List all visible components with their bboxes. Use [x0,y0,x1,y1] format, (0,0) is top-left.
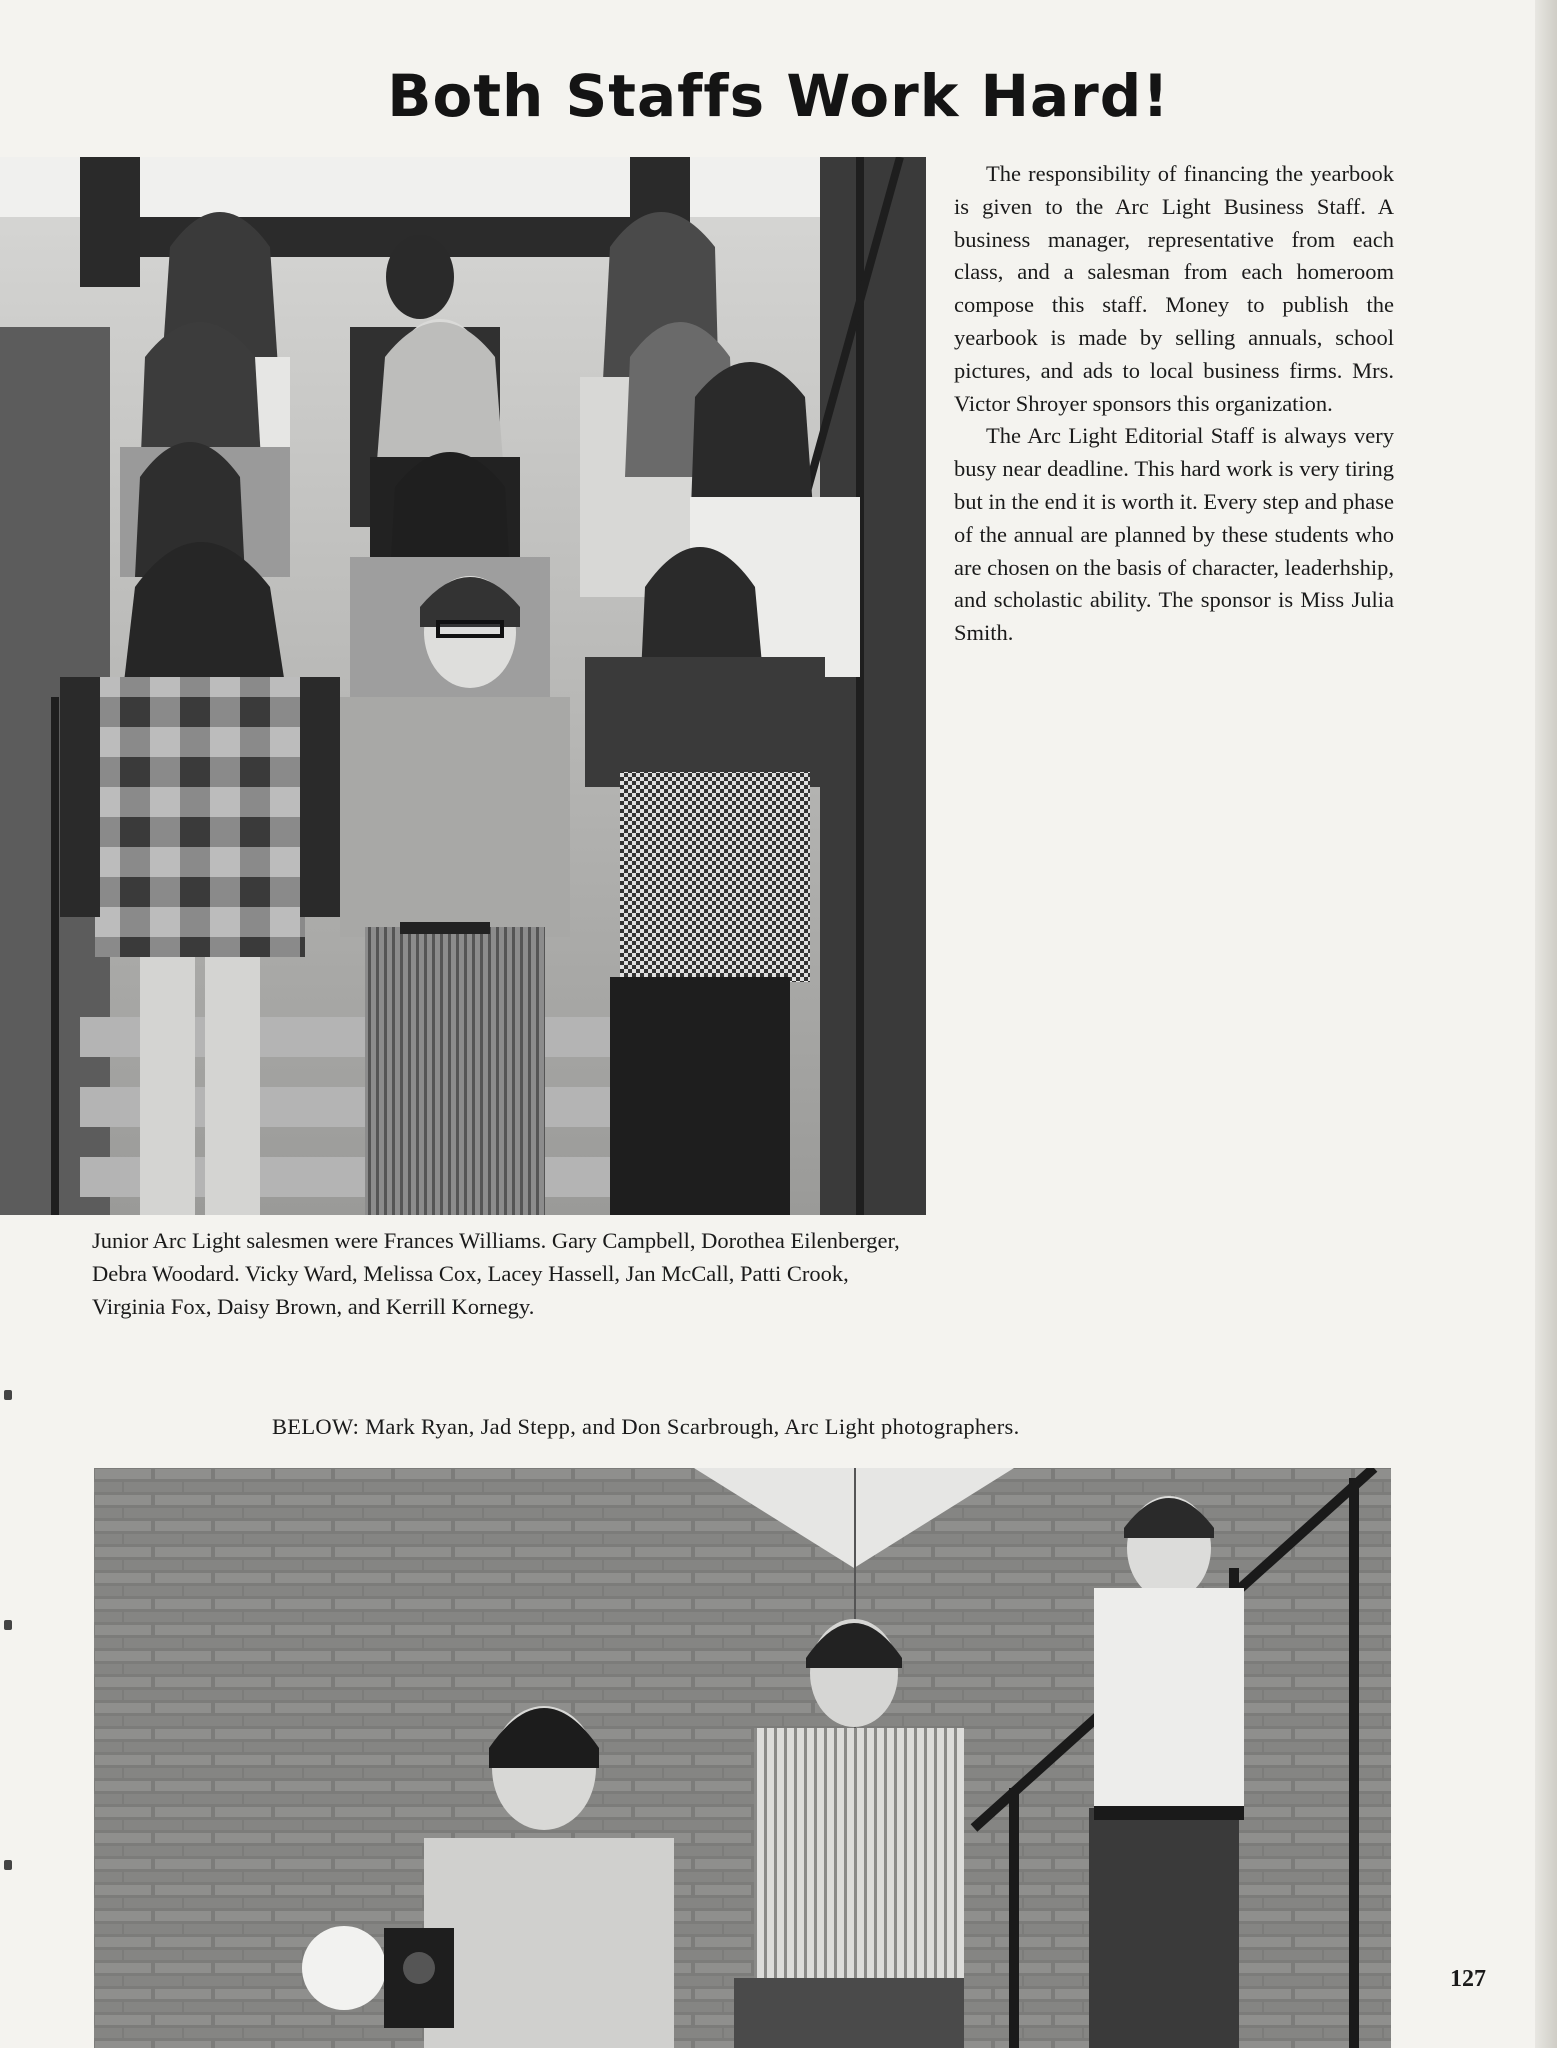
photographers-photo [94,1468,1391,2048]
photographers-caption: BELOW: Mark Ryan, Jad Stepp, and Don Scarbrough, Arc Light photographers. [272,1414,1020,1439]
page-title: Both Staffs Work Hard! [387,62,1170,130]
salesmen-caption: Junior Arc Light salesmen were Frances Williams. Gary Campbell, Dorothea Eilenberger, Debra Woodard. Vicky Ward, Melissa Cox, Lacey Hassell, Jan McCall, Patti Crook, Virginia Fox, Daisy Brown, and Kerrill Kornegy. [92,1228,900,1319]
page-edge [1535,0,1557,2048]
salesmen-group-photo [0,157,926,1215]
article-text [954,158,1394,650]
article-paragraph: The responsibility of financing the yearbook is given to the Arc Light Business Staff. A business manager, representative from each class, and a salesman from each homeroom compose this staff. Money to publish the yearbook is made by selling annuals, school pictures, and ads to local business firms. Mrs. Victor Shroyer sponsors this organization. [954,161,1394,416]
binding-holes [0,1300,14,2020]
article-paragraph: The Arc Light Editorial Staff is always very busy near deadline. This hard work is very tiring but in the end it is worth it. Every step and phase of the annual are planned by these students who are chosen on the basis of character, leaderhship, and scholastic ability. The sponsor is Miss Julia Smith. [954,423,1394,646]
page-number: 127 [1450,1966,1486,1992]
